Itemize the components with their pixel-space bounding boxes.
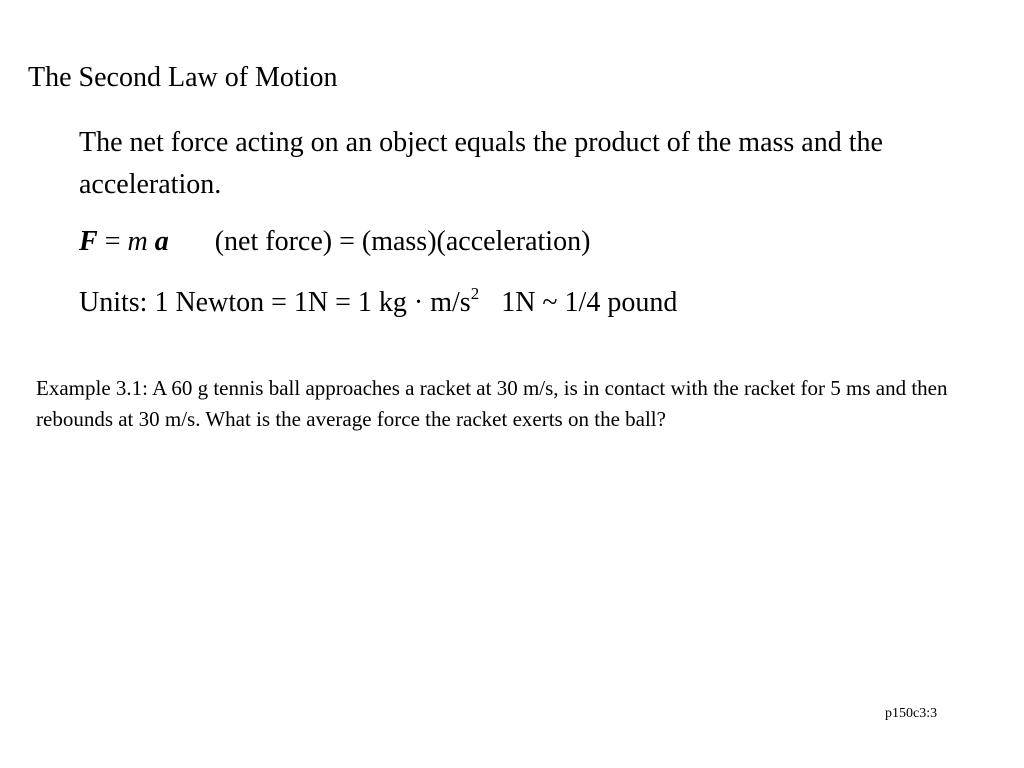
units-comparison: 1N ~ 1/4 pound (501, 287, 678, 318)
law-definition: The net force acting on an object equals the product of the mass and the acceleration. (79, 127, 883, 200)
units-line (79, 285, 677, 321)
formula-mass-symbol: m (127, 226, 148, 257)
formula-acceleration-symbol: a (154, 226, 169, 257)
units-definition: Units: 1 Newton = 1N = 1 kg · m/s (79, 287, 471, 318)
formula-force-symbol: F (79, 226, 98, 257)
formula-equals-sign: = (97, 226, 128, 257)
units-exponent: 2 (470, 284, 480, 303)
page-number: p150c3:3 (885, 706, 938, 721)
formula-line (79, 224, 590, 260)
formula-space (148, 226, 155, 257)
slide-title: The Second Law of Motion (28, 62, 338, 93)
formula-description: (net force) = (mass)(acceleration) (214, 226, 591, 257)
example-problem: Example 3.1: A 60 g tennis ball approaches a racket at 30 m/s, is in contact with the racket for 5 ms and then rebounds at 30 m/s. What is the average force the racket exerts on the ball? (36, 376, 948, 431)
